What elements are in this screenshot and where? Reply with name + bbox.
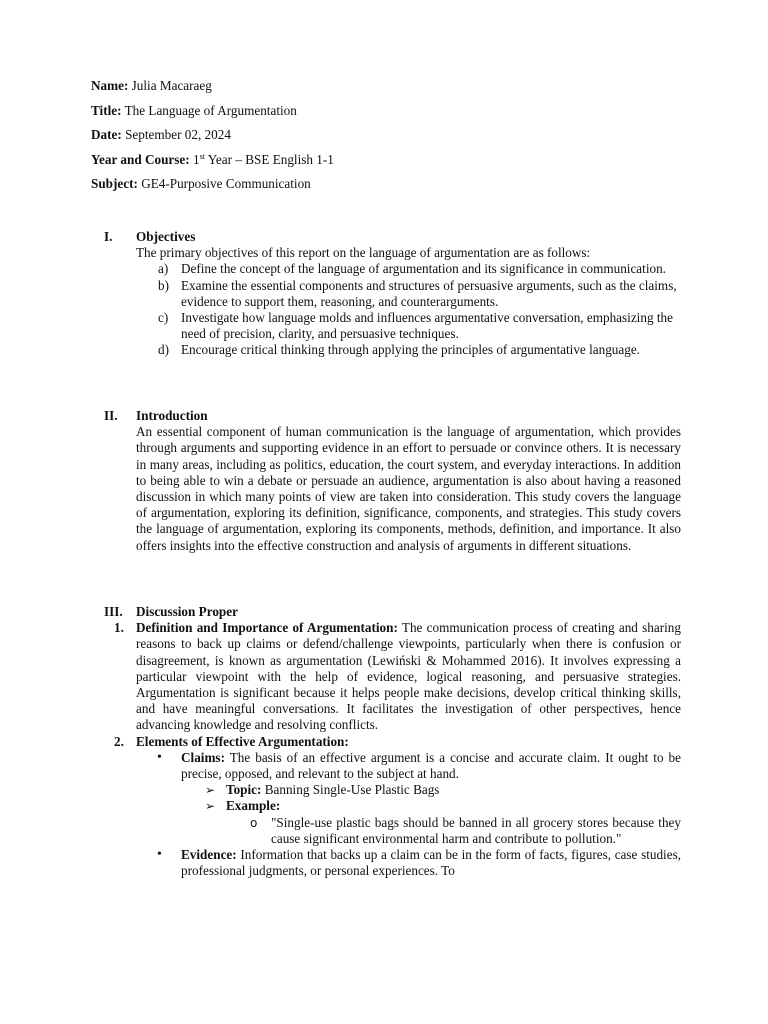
list-marker: a) [158,261,169,277]
year-course-label: Year and Course: [91,151,190,167]
topic-lead: Topic: [226,782,262,798]
year-course-line [91,152,691,168]
bullet-marker: • [157,847,162,863]
evidence-lead: Evidence: [181,847,237,863]
list-item-text: Define the concept of the language of argumentation and its significance in communication. [181,261,666,277]
arrow-bullet-icon: ➢ [205,799,216,814]
evidence-bullet [91,847,681,879]
topic-subbullet [91,782,681,798]
item-number: 1. [114,620,124,636]
bullet-marker: • [157,749,162,765]
item-lead: Definition and Importance of Argumentation: [136,620,398,636]
subject-label: Subject: [91,176,138,192]
list-item [136,342,681,358]
objectives-list [136,261,681,358]
name-label: Name: [91,78,129,93]
subject-value: GE4-Purposive Communication [141,176,311,192]
list-item-text: Examine the essential components and structures of persuasive arguments, such as the claims, evidence to support them, reasoning, and counterarguments. [181,277,677,309]
list-item-text: Encourage critical thinking through applying the principles of argumentative language. [181,342,640,358]
title-value: The Language of Argumentation [124,102,297,118]
list-marker: c) [158,310,169,326]
discussion-item-elements [91,734,681,750]
subject-line [91,176,691,192]
list-item [136,278,681,310]
discussion-section [91,604,681,879]
topic-text: Banning Single-Use Plastic Bags [261,782,440,798]
section-heading: Objectives [136,229,196,244]
claims-text: The basis of an effective argument is a concise and accurate claim. It ought to be precise, opposed, and relevant to the subject at hand. [181,749,681,782]
document-header [91,78,691,201]
list-marker: d) [158,342,169,358]
section-heading: Discussion Proper [136,604,238,619]
objectives-intro: The primary objectives of this report on the language of argumentation are as follows: [136,245,591,261]
section-numeral: II. [104,408,118,423]
example-quote [91,815,681,847]
example-subbullet [91,798,681,814]
name-value: Julia Macaraeg [131,78,212,93]
objectives-section [91,229,681,359]
item-number: 2. [114,733,124,749]
claims-bullet [91,750,681,782]
date-value: September 02, 2024 [125,127,231,143]
introduction-section [91,408,681,554]
section-numeral: III. [104,604,123,619]
section-numeral: I. [104,229,113,244]
title-label: Title: [91,102,122,118]
quote-text: "Single-use plastic bags should be banned in all grocery stores because they cause significant environmental harm and contribute to pollution." [271,814,681,846]
list-item-text: Investigate how language molds and influences argumentative conversation, emphasizing the need of precision, clarity, and persuasive techniques. [181,310,673,342]
item-lead: Elements of Effective Argumentation: [136,733,349,749]
year-course-value: Year – BSE English 1-1 [207,151,334,167]
date-line [91,127,691,143]
item-text: The communication process of creating and sharing reasons to back up claims or defend/challenge viewpoints, particularly when there is confusion or disagreement, is known as argumentation (Lewiński & Mohammed 2016). It involves expressing a particular viewpoint with the help of evidence, logical reasoning, and persuasive strategies. Argumentation is significant because it helps people make decisions, develop critical thinking skills, and have meaningful conversations. It facilitates the investigation of other perspectives, hence advancing knowledge and resolving conflicts. [136,620,681,733]
date-label: Date: [91,127,122,143]
introduction-body: An essential component of human communication is the language of argumentation, which provides through arguments and supporting evidence in an effort to persuade or convince others. It is necessary in many areas, including as politics, education, the court system, and everyday interactions. In addition to being able to win a debate or persuade an audience, argumentation is also about having a reasoned discussion in which many points of view are taken into consideration. This study covers the language of argumentation, exploring its definition, significance, components, and strategies. This study covers the language of argumentation, exploring its components, methods, definition, and importance. It also offers insights into the effective construction and analysis of arguments in different situations. [136,424,681,553]
circle-bullet-icon: o [250,815,258,830]
evidence-text: Information that backs up a claim can be in the form of facts, figures, case studies, professional judgments, or personal experiences. To [181,847,681,879]
year-ordinal: st [199,151,205,161]
title-line [91,103,691,119]
list-marker: b) [158,277,169,293]
arrow-bullet-icon: ➢ [205,783,216,798]
claims-lead: Claims: [181,749,225,765]
name-line [91,78,691,94]
list-item [136,310,681,342]
year-number: 1 [192,151,200,167]
example-lead: Example: [226,798,281,814]
list-item [136,261,681,277]
section-heading: Introduction [136,408,208,423]
discussion-item-definition [91,620,681,733]
